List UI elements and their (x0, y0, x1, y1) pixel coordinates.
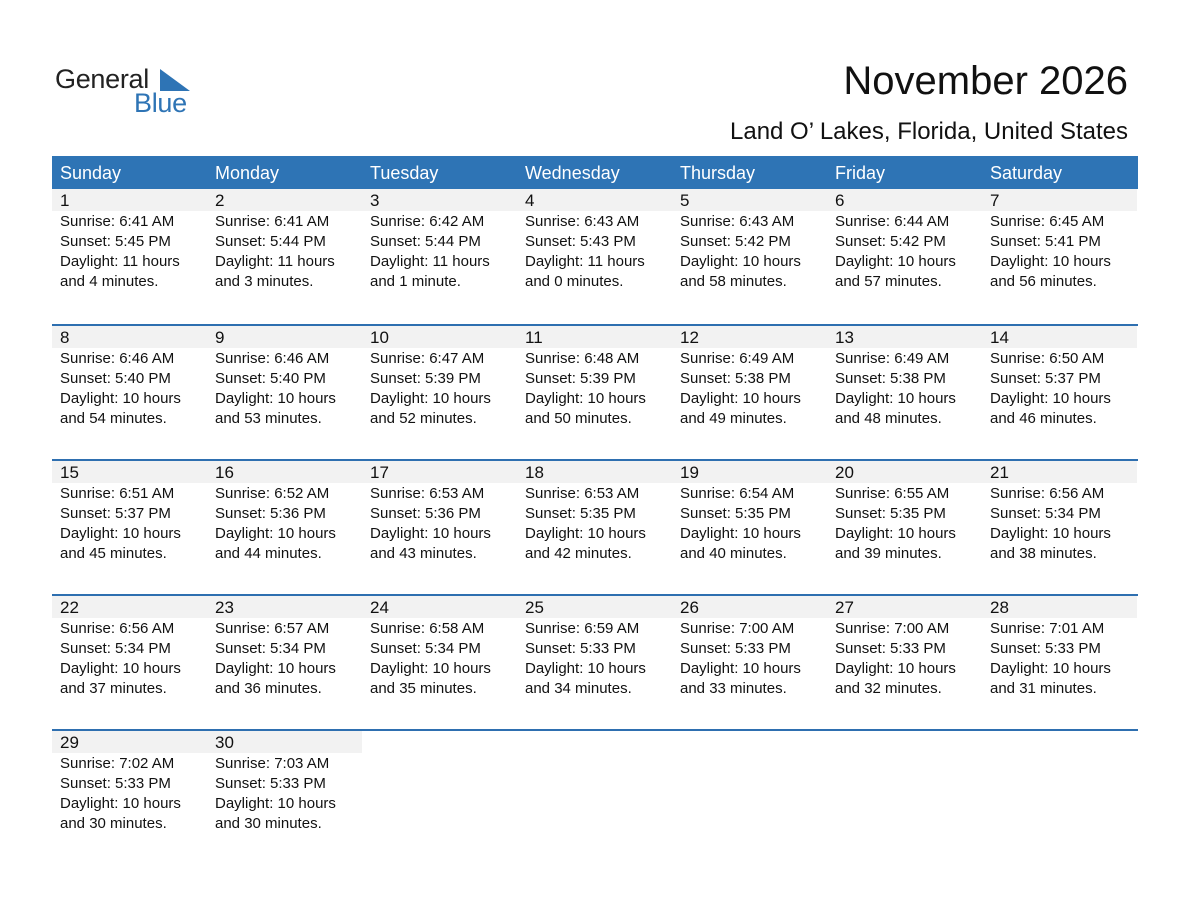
sun-info (672, 211, 827, 292)
sunrise-time: Sunrise: 6:56 AM (990, 485, 1105, 502)
daylight-hours: Daylight: 10 hours (835, 660, 956, 677)
week-row (52, 594, 1138, 729)
sun-info (827, 348, 982, 429)
sunrise-time: Sunrise: 6:44 AM (835, 213, 950, 230)
sun-info (517, 618, 672, 699)
daylight-minutes: and 35 minutes. (370, 680, 477, 697)
daylight-hours: Daylight: 11 hours (370, 253, 490, 270)
daylight-hours: Daylight: 10 hours (525, 390, 646, 407)
day-number: 21 (982, 461, 1137, 483)
sunrise-time: Sunrise: 6:49 AM (835, 350, 950, 367)
sunset-time: Sunset: 5:37 PM (60, 505, 171, 522)
sun-info (52, 348, 207, 429)
day-number: 6 (827, 189, 982, 211)
day-number: 20 (827, 461, 982, 483)
day-number: 18 (517, 461, 672, 483)
sunset-time: Sunset: 5:39 PM (370, 370, 481, 387)
sunrise-time: Sunrise: 6:43 AM (680, 213, 795, 230)
sunrise-time: Sunrise: 6:43 AM (525, 213, 640, 230)
sunrise-time: Sunrise: 6:58 AM (370, 620, 485, 637)
sunset-time: Sunset: 5:33 PM (835, 640, 946, 657)
sun-info (517, 348, 672, 429)
daylight-minutes: and 4 minutes. (60, 273, 159, 290)
week-row (52, 189, 1138, 324)
sunset-time: Sunset: 5:34 PM (990, 505, 1101, 522)
sunset-time: Sunset: 5:40 PM (60, 370, 171, 387)
sunrise-time: Sunrise: 6:50 AM (990, 350, 1105, 367)
day-number: 25 (517, 596, 672, 618)
sun-info (982, 211, 1137, 292)
daylight-minutes: and 45 minutes. (60, 545, 167, 562)
daylight-minutes: and 52 minutes. (370, 410, 477, 427)
weekday-saturday: Saturday (990, 163, 1063, 183)
daylight-hours: Daylight: 10 hours (60, 660, 181, 677)
sunset-time: Sunset: 5:33 PM (680, 640, 791, 657)
day-cell (672, 189, 827, 324)
daylight-hours: Daylight: 10 hours (370, 660, 491, 677)
sunset-time: Sunset: 5:37 PM (990, 370, 1101, 387)
weeks-container (52, 189, 1138, 864)
sun-info (207, 483, 362, 564)
empty-day-cell (362, 731, 517, 864)
day-number: 1 (52, 189, 207, 211)
daylight-minutes: and 38 minutes. (990, 545, 1097, 562)
sun-info (827, 483, 982, 564)
day-number: 15 (52, 461, 207, 483)
sunset-time: Sunset: 5:42 PM (680, 233, 791, 250)
daylight-hours: Daylight: 10 hours (60, 525, 181, 542)
sunrise-time: Sunrise: 6:55 AM (835, 485, 950, 502)
daylight-minutes: and 46 minutes. (990, 410, 1097, 427)
day-cell (827, 461, 982, 594)
sunrise-time: Sunrise: 6:41 AM (60, 213, 175, 230)
day-cell (827, 326, 982, 459)
sun-info (207, 211, 362, 292)
daylight-hours: Daylight: 11 hours (60, 253, 180, 270)
sunrise-time: Sunrise: 6:47 AM (370, 350, 485, 367)
daylight-minutes: and 49 minutes. (680, 410, 787, 427)
empty-day-cell (672, 731, 827, 864)
day-number: 7 (982, 189, 1137, 211)
empty-day-cell (827, 731, 982, 864)
brand-logo (55, 62, 195, 118)
daylight-hours: Daylight: 10 hours (990, 660, 1111, 677)
sun-info (362, 483, 517, 564)
sunset-time: Sunset: 5:35 PM (680, 505, 791, 522)
sunset-time: Sunset: 5:35 PM (835, 505, 946, 522)
sunset-time: Sunset: 5:35 PM (525, 505, 636, 522)
day-cell (362, 461, 517, 594)
daylight-hours: Daylight: 10 hours (680, 253, 801, 270)
sunset-time: Sunset: 5:34 PM (370, 640, 481, 657)
day-cell (362, 189, 517, 324)
daylight-hours: Daylight: 10 hours (215, 525, 336, 542)
sun-info (517, 211, 672, 292)
daylight-minutes: and 3 minutes. (215, 273, 314, 290)
sunrise-time: Sunrise: 6:46 AM (60, 350, 175, 367)
daylight-minutes: and 39 minutes. (835, 545, 942, 562)
sunset-time: Sunset: 5:40 PM (215, 370, 326, 387)
daylight-minutes: and 31 minutes. (990, 680, 1097, 697)
location-subtitle: Land O’ Lakes, Florida, United States (730, 118, 1128, 145)
daylight-minutes: and 54 minutes. (60, 410, 167, 427)
sun-info (982, 618, 1137, 699)
day-cell (52, 596, 207, 729)
sun-info (362, 618, 517, 699)
day-cell (672, 461, 827, 594)
day-cell (207, 596, 362, 729)
daylight-hours: Daylight: 10 hours (370, 525, 491, 542)
week-row (52, 729, 1138, 864)
empty-day-cell (982, 731, 1137, 864)
sun-info (207, 753, 362, 834)
day-cell (672, 596, 827, 729)
sunrise-time: Sunrise: 6:53 AM (525, 485, 640, 502)
sunrise-time: Sunrise: 6:42 AM (370, 213, 485, 230)
day-number: 29 (52, 731, 207, 753)
weekday-header (52, 156, 1138, 189)
logo-text-general: General (55, 64, 149, 94)
day-number: 19 (672, 461, 827, 483)
day-number: 9 (207, 326, 362, 348)
sunset-time: Sunset: 5:33 PM (215, 775, 326, 792)
sun-info (827, 211, 982, 292)
day-cell (52, 189, 207, 324)
sunrise-time: Sunrise: 6:45 AM (990, 213, 1105, 230)
sunrise-time: Sunrise: 7:03 AM (215, 755, 330, 772)
sunset-time: Sunset: 5:34 PM (215, 640, 326, 657)
sun-info (52, 618, 207, 699)
day-number: 27 (827, 596, 982, 618)
daylight-minutes: and 58 minutes. (680, 273, 787, 290)
sunset-time: Sunset: 5:44 PM (370, 233, 481, 250)
day-cell (982, 189, 1137, 324)
daylight-minutes: and 33 minutes. (680, 680, 787, 697)
daylight-minutes: and 0 minutes. (525, 273, 624, 290)
day-number: 8 (52, 326, 207, 348)
sun-info (672, 618, 827, 699)
sun-info (362, 348, 517, 429)
daylight-hours: Daylight: 10 hours (215, 795, 336, 812)
day-cell (362, 326, 517, 459)
day-number: 22 (52, 596, 207, 618)
day-cell (827, 189, 982, 324)
daylight-hours: Daylight: 10 hours (215, 660, 336, 677)
sun-info (672, 348, 827, 429)
sunrise-time: Sunrise: 6:49 AM (680, 350, 795, 367)
sunrise-time: Sunrise: 7:00 AM (835, 620, 950, 637)
daylight-hours: Daylight: 10 hours (525, 525, 646, 542)
daylight-minutes: and 34 minutes. (525, 680, 632, 697)
day-number: 17 (362, 461, 517, 483)
day-cell (672, 326, 827, 459)
sun-info (362, 211, 517, 292)
sunset-time: Sunset: 5:43 PM (525, 233, 636, 250)
day-cell (362, 596, 517, 729)
daylight-minutes: and 36 minutes. (215, 680, 322, 697)
sun-info (982, 348, 1137, 429)
daylight-hours: Daylight: 10 hours (680, 390, 801, 407)
daylight-minutes: and 43 minutes. (370, 545, 477, 562)
daylight-hours: Daylight: 10 hours (680, 525, 801, 542)
day-number: 14 (982, 326, 1137, 348)
day-number: 23 (207, 596, 362, 618)
daylight-minutes: and 30 minutes. (60, 815, 167, 832)
daylight-hours: Daylight: 10 hours (370, 390, 491, 407)
sun-info (207, 618, 362, 699)
page-title: November 2026 (843, 59, 1128, 103)
sunrise-time: Sunrise: 6:51 AM (60, 485, 175, 502)
day-number: 26 (672, 596, 827, 618)
sunset-time: Sunset: 5:38 PM (835, 370, 946, 387)
sunset-time: Sunset: 5:44 PM (215, 233, 326, 250)
sunset-time: Sunset: 5:33 PM (525, 640, 636, 657)
day-number: 2 (207, 189, 362, 211)
day-cell (207, 326, 362, 459)
day-cell (517, 461, 672, 594)
daylight-minutes: and 40 minutes. (680, 545, 787, 562)
daylight-hours: Daylight: 10 hours (990, 253, 1111, 270)
sunset-time: Sunset: 5:36 PM (370, 505, 481, 522)
sunset-time: Sunset: 5:34 PM (60, 640, 171, 657)
sunset-time: Sunset: 5:36 PM (215, 505, 326, 522)
daylight-minutes: and 57 minutes. (835, 273, 942, 290)
daylight-minutes: and 44 minutes. (215, 545, 322, 562)
day-cell (517, 596, 672, 729)
day-cell (517, 189, 672, 324)
daylight-hours: Daylight: 10 hours (990, 390, 1111, 407)
daylight-hours: Daylight: 10 hours (680, 660, 801, 677)
day-cell (982, 596, 1137, 729)
sun-info (517, 483, 672, 564)
day-number: 28 (982, 596, 1137, 618)
day-number: 16 (207, 461, 362, 483)
day-cell (52, 326, 207, 459)
sunset-time: Sunset: 5:45 PM (60, 233, 171, 250)
sun-info (52, 753, 207, 834)
day-number: 24 (362, 596, 517, 618)
daylight-hours: Daylight: 10 hours (990, 525, 1111, 542)
sun-info (982, 483, 1137, 564)
daylight-hours: Daylight: 10 hours (60, 795, 181, 812)
sun-info (52, 211, 207, 292)
sunrise-time: Sunrise: 7:02 AM (60, 755, 175, 772)
day-number: 4 (517, 189, 672, 211)
sunset-time: Sunset: 5:33 PM (60, 775, 171, 792)
calendar-grid (52, 156, 1138, 864)
daylight-minutes: and 30 minutes. (215, 815, 322, 832)
weekday-sunday: Sunday (60, 163, 122, 183)
sunrise-time: Sunrise: 6:59 AM (525, 620, 640, 637)
sunrise-time: Sunrise: 6:53 AM (370, 485, 485, 502)
sunset-time: Sunset: 5:38 PM (680, 370, 791, 387)
day-cell (52, 461, 207, 594)
sun-info (207, 348, 362, 429)
sunrise-time: Sunrise: 6:48 AM (525, 350, 640, 367)
week-row (52, 459, 1138, 594)
day-number: 30 (207, 731, 362, 753)
daylight-hours: Daylight: 10 hours (60, 390, 181, 407)
daylight-hours: Daylight: 10 hours (835, 525, 956, 542)
sunset-time: Sunset: 5:39 PM (525, 370, 636, 387)
sunrise-time: Sunrise: 6:41 AM (215, 213, 330, 230)
daylight-minutes: and 37 minutes. (60, 680, 167, 697)
weekday-monday: Monday (215, 163, 280, 183)
sunset-time: Sunset: 5:33 PM (990, 640, 1101, 657)
sunrise-time: Sunrise: 6:56 AM (60, 620, 175, 637)
sunrise-time: Sunrise: 6:46 AM (215, 350, 330, 367)
empty-day-cell (517, 731, 672, 864)
sun-info (672, 483, 827, 564)
daylight-minutes: and 50 minutes. (525, 410, 632, 427)
daylight-hours: Daylight: 11 hours (525, 253, 645, 270)
sunrise-time: Sunrise: 7:01 AM (990, 620, 1105, 637)
sunset-time: Sunset: 5:41 PM (990, 233, 1101, 250)
sunrise-time: Sunrise: 7:00 AM (680, 620, 795, 637)
day-cell (982, 326, 1137, 459)
day-cell (517, 326, 672, 459)
daylight-hours: Daylight: 10 hours (525, 660, 646, 677)
weekday-wednesday: Wednesday (525, 163, 620, 183)
sunset-time: Sunset: 5:42 PM (835, 233, 946, 250)
day-number: 11 (517, 326, 672, 348)
day-number: 5 (672, 189, 827, 211)
day-number: 13 (827, 326, 982, 348)
day-cell (52, 731, 207, 864)
day-number: 10 (362, 326, 517, 348)
daylight-hours: Daylight: 11 hours (215, 253, 335, 270)
daylight-hours: Daylight: 10 hours (835, 390, 956, 407)
day-cell (982, 461, 1137, 594)
day-cell (207, 461, 362, 594)
daylight-minutes: and 56 minutes. (990, 273, 1097, 290)
daylight-minutes: and 48 minutes. (835, 410, 942, 427)
weekday-friday: Friday (835, 163, 886, 183)
daylight-minutes: and 42 minutes. (525, 545, 632, 562)
sunrise-time: Sunrise: 6:52 AM (215, 485, 330, 502)
sunrise-time: Sunrise: 6:54 AM (680, 485, 795, 502)
day-cell (207, 189, 362, 324)
sun-info (52, 483, 207, 564)
daylight-minutes: and 32 minutes. (835, 680, 942, 697)
sunrise-time: Sunrise: 6:57 AM (215, 620, 330, 637)
daylight-hours: Daylight: 10 hours (215, 390, 336, 407)
sun-info (827, 618, 982, 699)
daylight-minutes: and 1 minute. (370, 273, 461, 290)
day-cell (827, 596, 982, 729)
day-number: 12 (672, 326, 827, 348)
daylight-minutes: and 53 minutes. (215, 410, 322, 427)
weekday-tuesday: Tuesday (370, 163, 439, 183)
week-row (52, 324, 1138, 459)
logo-text-blue: Blue (134, 88, 187, 118)
day-number: 3 (362, 189, 517, 211)
day-cell (207, 731, 362, 864)
weekday-thursday: Thursday (680, 163, 756, 183)
daylight-hours: Daylight: 10 hours (835, 253, 956, 270)
